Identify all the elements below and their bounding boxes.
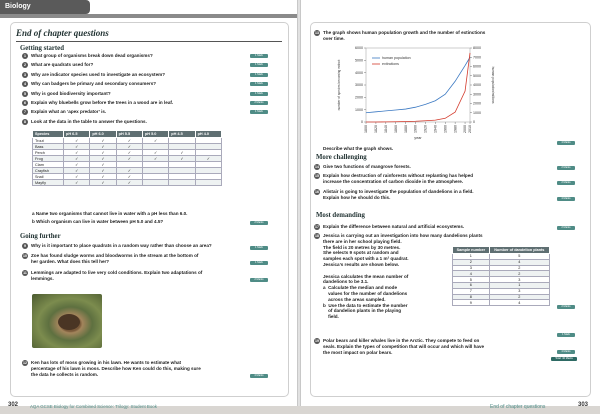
q16-marks-badge: 4 Marks — [557, 197, 575, 201]
most-demanding-heading: Most demanding — [316, 212, 365, 219]
getting-started-heading: Getting started — [20, 45, 64, 52]
question-text-line: percentage of his lawn is moss. Describe how Ken could do this, making sure — [31, 366, 201, 371]
chapter-title: End of chapter questions — [16, 28, 109, 38]
legend-label: human population — [382, 56, 411, 61]
x-tick-label: 1900 — [413, 125, 418, 133]
q14-marks-badge: 2 Marks — [557, 166, 575, 170]
table-cell: ✓ — [90, 162, 116, 168]
question-text-line: Alistair is going to investigate the population of dandelions in a field. — [323, 189, 474, 194]
question-text-line: field. — [323, 314, 339, 320]
question-text-line: Explain how he should do this. — [323, 195, 391, 200]
table-cell: ✓ — [90, 174, 116, 180]
table-cell: ✓ — [169, 156, 195, 162]
y2-tick-label: 7000 — [473, 55, 481, 60]
table-cell: ✓ — [142, 138, 168, 144]
table-cell: ✓ — [64, 180, 90, 186]
table-cell: 1 — [489, 282, 549, 288]
table-header: pH 6.5 — [64, 131, 90, 138]
question-text-line: Jessica’s results are shown below. — [323, 262, 400, 267]
table-cell: 6 — [453, 282, 490, 288]
y-tick-label: 1000 — [355, 107, 363, 112]
question-text-line: She selects 9 spots at random and — [323, 250, 399, 256]
q17-marks-badge: 2 Marks — [557, 226, 575, 230]
question-number: 12 — [23, 361, 27, 365]
table-cell: Perch — [33, 150, 64, 156]
y2-tick-label: 1000 — [473, 110, 481, 115]
q10-marks-badge: 1 Mark — [250, 261, 268, 265]
table-cell: ✓ — [142, 156, 168, 162]
table-row — [33, 180, 222, 186]
population-extinction-chart — [330, 44, 500, 144]
question-text-line: dandelions to be 3.1. — [323, 279, 369, 285]
question-number: 7 — [22, 109, 28, 115]
question-text: Give two functions of mangrove forests. — [323, 164, 411, 169]
table-cell: ✓ — [90, 138, 116, 144]
table-cell: ✓ — [116, 150, 142, 156]
table-cell: ✓ — [116, 144, 142, 150]
book-title-footer: AQA GCSE Biology for Combined Science: Trilogy: Student Book — [30, 404, 157, 409]
dandelion-table — [452, 246, 550, 306]
table-cell: ✓ — [116, 174, 142, 180]
table-cell — [195, 180, 221, 186]
question-number: 15 — [315, 174, 319, 178]
question-text-line: her garden. What does this tell her? — [31, 259, 110, 264]
question-text: Explain the difference between natural and artificial ecosystems. — [323, 224, 465, 229]
table-cell: ✓ — [116, 180, 142, 186]
marks-badge: 1 Mark — [250, 82, 268, 86]
question-number: 6 — [22, 100, 28, 106]
marks-badge: 1 Mark — [250, 54, 268, 58]
question-text-line: Explain how destruction of rainforests without replanting has helped — [323, 173, 474, 178]
q12-marks-badge: 4 Marks — [250, 374, 268, 378]
x-tick-label: 2010 — [468, 125, 473, 133]
question-text: Explain why bluebells grow before the trees in a wood are in leaf. — [31, 100, 174, 105]
question-number: 2 — [22, 62, 28, 68]
question-text-line: seals. Explain the types of competition that will occur and which will have — [323, 344, 485, 349]
question-text: Why are indicator species used to investigate an ecosystem? — [31, 71, 166, 77]
more-challenging-heading: More challenging — [316, 154, 367, 161]
x-tick-label: 2000 — [463, 125, 468, 133]
question-text-line: b Use the data to estimate the number — [323, 302, 408, 308]
table-cell: ✓ — [64, 162, 90, 168]
table-cell — [142, 180, 168, 186]
table-header: pH 6.0 — [90, 131, 116, 138]
ph-species-table — [32, 130, 222, 186]
y-tick-label: 6000 — [355, 46, 363, 51]
question-text-line: The field is 20 metres by 30 metres. — [323, 244, 401, 250]
question-text-line: there are in her school playing field. — [323, 238, 402, 244]
table-cell: ✓ — [64, 168, 90, 174]
legend-label: extinctions — [382, 62, 399, 67]
table-cell: ✓ — [116, 156, 142, 162]
question-text: Why is good biodiversity important? — [31, 90, 111, 96]
table-cell: Clam — [33, 162, 64, 168]
table-cell: 5 — [489, 254, 549, 260]
table-cell: Mayfly — [33, 180, 64, 186]
question-text: Explain what an ‘apex predator’ is. — [31, 109, 107, 115]
lemming-photo — [32, 294, 102, 348]
table-cell: 3 — [489, 288, 549, 294]
q8a-text: a Name two organisms that cannot live in water with a pH less than 6.0. — [32, 211, 188, 216]
question-text: Look at the data in the table to answer the questions. — [31, 118, 147, 124]
marks-badge: 1 Mark — [250, 110, 268, 114]
y-tick-label: 3000 — [355, 83, 363, 88]
question-text: What are quadrats used for? — [31, 62, 94, 68]
table-cell: Trout — [33, 138, 64, 144]
y2-axis-label: human population/millions — [491, 66, 495, 104]
section-footer: End of chapter questions — [490, 404, 546, 410]
x-axis-label: year — [414, 136, 422, 140]
table-cell: Bass — [33, 144, 64, 150]
table-cell: Snail — [33, 174, 64, 180]
left-page-number: 302 — [8, 402, 19, 408]
x-tick-label: 1820 — [374, 125, 379, 133]
question-text-line: Zoe has found sludge worms and bloodworms in the stream at the bottom of — [31, 253, 199, 258]
question-text-line: across the areas sampled. — [323, 296, 386, 302]
table-cell: ✓ — [64, 174, 90, 180]
table-cell: 2 — [489, 265, 549, 271]
y-tick-label: 4000 — [355, 70, 363, 75]
q13-tail-text: Describe what the graph shows. — [323, 146, 394, 151]
question-text-line: Jessica calculates the mean number of — [323, 273, 409, 279]
table-cell: ✓ — [169, 150, 195, 156]
table-cell: 5 — [453, 277, 490, 283]
question-text-line: Jessica is carrying out an investigation into how many dandelions plants — [323, 233, 483, 238]
question-text-line: samples each spot with a 1 m² quadrat. — [323, 256, 409, 262]
table-cell: 4 — [453, 271, 490, 277]
y2-tick-label: 6000 — [473, 64, 481, 69]
y2-tick-label: 0 — [473, 120, 475, 125]
q13-marks-badge: 4 Marks — [557, 141, 575, 145]
question-text-line: increase the concentration of carbon dioxide in the atmosphere. — [323, 179, 464, 184]
table-cell: 9 — [453, 300, 490, 306]
table-cell: 3 — [489, 277, 549, 283]
section-tab: Biology — [0, 0, 90, 14]
marks-badge: 1 Mark — [250, 73, 268, 77]
table-header: pH 5.5 — [116, 131, 142, 138]
y-axis-label: number of species becoming extinct — [337, 59, 341, 111]
question-number: 1 — [22, 53, 28, 59]
question-number: 3 — [22, 72, 28, 78]
table-cell: ✓ — [90, 180, 116, 186]
y2-tick-label: 5000 — [473, 73, 481, 78]
table-cell: Crayfish — [33, 168, 64, 174]
table-cell: 2 — [489, 294, 549, 300]
x-tick-label: 1920 — [423, 125, 428, 133]
table-header: pH 4.0 — [195, 131, 221, 138]
table-cell: ✓ — [90, 156, 116, 162]
y2-tick-label: 4000 — [473, 83, 481, 88]
question-number: 19 — [315, 339, 319, 343]
table-cell: 8 — [453, 294, 490, 300]
table-cell: 7 — [453, 288, 490, 294]
title-rule — [16, 41, 282, 42]
marks-badge: 2 Marks — [250, 101, 268, 105]
question-text: Why can badgers be primary and secondary consumers? — [31, 81, 157, 87]
total-marks-badge: Total: 40 Marks — [551, 357, 577, 361]
question-text-line: The graph shows human population growth and the number of extinctions — [323, 30, 486, 35]
table-cell: 2 — [453, 259, 490, 265]
question-text-line: of dandelion plants in the playing — [323, 308, 402, 314]
question-text-line: the most impact on polar bears. — [323, 350, 393, 355]
y2-tick-label: 2000 — [473, 101, 481, 106]
question-text-line: a Calculate the median and mode — [323, 285, 398, 291]
table-cell: ✓ — [90, 150, 116, 156]
x-tick-label: 1880 — [403, 125, 408, 133]
table-cell: ✓ — [195, 156, 221, 162]
q15-marks-badge: 2 Marks — [557, 181, 575, 185]
question-number: 4 — [22, 81, 28, 87]
table-cell: ✓ — [64, 150, 90, 156]
question-text: Why is it important to place quadrats in a random way rather than choose an area? — [31, 243, 212, 248]
y-tick-label: 2000 — [355, 95, 363, 100]
question-number: 13 — [315, 31, 319, 35]
table-cell: 1 — [453, 254, 490, 260]
table-header: pH 4.5 — [169, 131, 195, 138]
x-tick-label: 1980 — [453, 124, 458, 133]
q8b-text: b Which organism can live in water between pH 5.0 and 4.5? — [32, 219, 164, 224]
q9-marks-badge: 1 Mark — [250, 246, 268, 250]
table-header: Species — [33, 131, 64, 138]
table-cell: 4 — [489, 259, 549, 265]
question-text: What group of organisms break down dead organisms? — [31, 53, 153, 58]
y2-tick-label: 8000 — [473, 46, 481, 51]
table-cell: Frog — [33, 156, 64, 162]
question-number: 8 — [22, 119, 28, 125]
y2-tick-label: 3000 — [473, 92, 481, 97]
x-tick-label: 1800 — [364, 125, 369, 133]
q8-marks-badge: 2 Marks — [250, 221, 268, 225]
table-cell: ✓ — [90, 168, 116, 174]
question-text-line: Lemmings are adapted to live very cold conditions. Explain two adaptations of — [31, 270, 203, 275]
question-text-line: over time. — [323, 36, 345, 41]
question-text-line: the data he collects is random. — [31, 372, 99, 377]
x-tick-label: 1940 — [433, 125, 438, 133]
table-header: pH 5.0 — [142, 131, 168, 138]
q18a-marks-badge: 2 Marks — [557, 305, 575, 309]
y-tick-label: 5000 — [355, 58, 363, 63]
table-cell: 3 — [453, 265, 490, 271]
table-row — [453, 300, 550, 306]
q11-marks-badge: 2 Marks — [250, 278, 268, 282]
question-text-line: Ken has lots of moss growing in his lawn. He wants to estimate what — [31, 360, 182, 365]
question-text-line: values for the number of dandelions — [323, 291, 408, 296]
q19-marks-badge: 4 Marks — [557, 350, 575, 354]
table-cell — [169, 180, 195, 186]
table-cell: ✓ — [116, 168, 142, 174]
right-page-number: 303 — [578, 402, 589, 408]
q18b-marks-badge: 1 Mark — [557, 333, 575, 337]
marks-badge: 1 Mark — [250, 63, 268, 67]
table-cell: 2 — [489, 271, 549, 277]
going-further-heading: Going further — [20, 233, 61, 240]
x-tick-label: 1960 — [443, 125, 448, 133]
question-number: 9 — [22, 243, 28, 249]
table-cell: ✓ — [142, 150, 168, 156]
question-text-line: lemmings. — [31, 276, 54, 281]
marks-badge: 1 Mark — [250, 92, 268, 96]
table-cell: ✓ — [64, 138, 90, 144]
table-cell: 4 — [489, 300, 549, 306]
question-number: 5 — [22, 91, 28, 97]
section-bar — [0, 14, 297, 18]
table-cell: ✓ — [116, 138, 142, 144]
table-cell: ✓ — [64, 156, 90, 162]
table-header: Number of dandelion plants — [489, 247, 549, 254]
table-header: Sample number — [453, 247, 490, 254]
x-tick-label: 1840 — [384, 125, 389, 133]
question-number: 14 — [315, 165, 319, 169]
question-number: 17 — [315, 225, 319, 229]
question-number: 16 — [315, 190, 319, 194]
x-tick-label: 1860 — [393, 125, 398, 133]
question-number: 10 — [23, 254, 27, 258]
question-text-line: Polar bears and killer whales live in the Arctic. They compete to feed on — [323, 338, 480, 343]
question-number: 18 — [315, 234, 319, 238]
question-number: 11 — [23, 271, 27, 275]
table-cell: ✓ — [64, 144, 90, 150]
table-cell: ✓ — [90, 144, 116, 150]
y-tick-label: 0 — [361, 120, 363, 125]
